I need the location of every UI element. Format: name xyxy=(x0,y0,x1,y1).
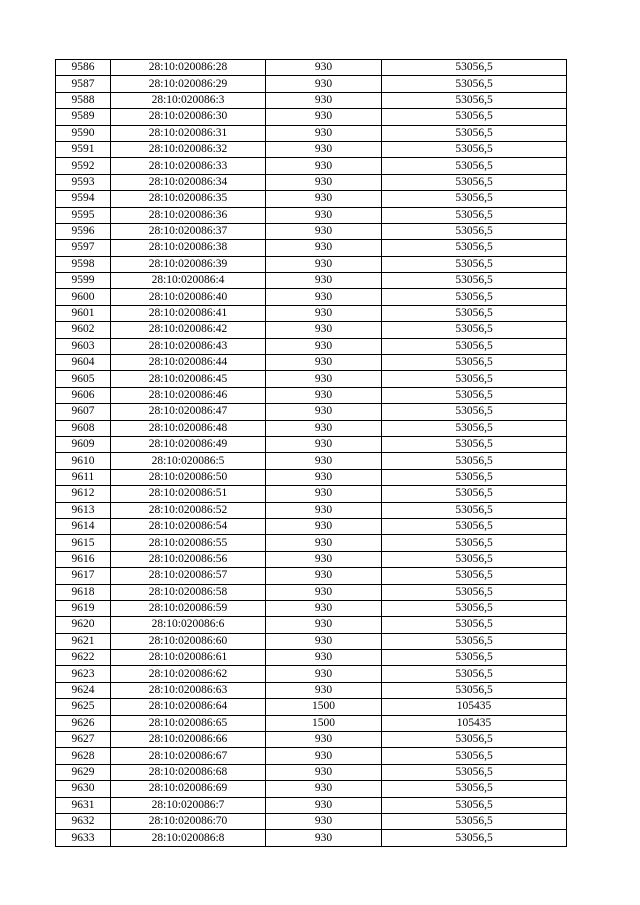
cadastral-number-cell: 28:10:020086:61 xyxy=(111,650,266,666)
table-row xyxy=(56,813,567,829)
area-cell: 930 xyxy=(266,486,382,502)
area-cell: 930 xyxy=(266,830,382,846)
row-number-cell: 9607 xyxy=(56,404,111,420)
area-cell: 1500 xyxy=(266,699,382,715)
table-row xyxy=(56,420,567,436)
area-cell: 930 xyxy=(266,813,382,829)
area-cell: 930 xyxy=(266,600,382,616)
table-row xyxy=(56,764,567,780)
area-cell: 930 xyxy=(266,650,382,666)
area-cell: 930 xyxy=(266,764,382,780)
land-plot-registry-table xyxy=(55,59,567,847)
area-cell: 930 xyxy=(266,125,382,141)
row-number-cell: 9612 xyxy=(56,486,111,502)
row-number-cell: 9603 xyxy=(56,338,111,354)
row-number-cell: 9597 xyxy=(56,240,111,256)
value-cell: 53056,5 xyxy=(382,633,567,649)
cadastral-number-cell: 28:10:020086:36 xyxy=(111,207,266,223)
cadastral-number-cell: 28:10:020086:68 xyxy=(111,764,266,780)
cadastral-number-cell: 28:10:020086:56 xyxy=(111,551,266,567)
cadastral-number-cell: 28:10:020086:33 xyxy=(111,158,266,174)
area-cell: 930 xyxy=(266,223,382,239)
area-cell: 930 xyxy=(266,322,382,338)
row-number-cell: 9592 xyxy=(56,158,111,174)
table-row xyxy=(56,518,567,534)
cadastral-number-cell: 28:10:020086:35 xyxy=(111,191,266,207)
table-row xyxy=(56,289,567,305)
row-number-cell: 9624 xyxy=(56,682,111,698)
table-row xyxy=(56,256,567,272)
area-cell: 930 xyxy=(266,371,382,387)
row-number-cell: 9606 xyxy=(56,387,111,403)
table-row xyxy=(56,453,567,469)
value-cell: 53056,5 xyxy=(382,469,567,485)
row-number-cell: 9630 xyxy=(56,781,111,797)
value-cell: 53056,5 xyxy=(382,207,567,223)
area-cell: 930 xyxy=(266,682,382,698)
table-row xyxy=(56,600,567,616)
table-row xyxy=(56,322,567,338)
value-cell: 53056,5 xyxy=(382,584,567,600)
area-cell: 1500 xyxy=(266,715,382,731)
area-cell: 930 xyxy=(266,518,382,534)
table-row xyxy=(56,92,567,108)
table-row xyxy=(56,633,567,649)
registry-table-body xyxy=(56,60,567,847)
row-number-cell: 9625 xyxy=(56,699,111,715)
table-row xyxy=(56,617,567,633)
row-number-cell: 9618 xyxy=(56,584,111,600)
row-number-cell: 9586 xyxy=(56,60,111,76)
cadastral-number-cell: 28:10:020086:42 xyxy=(111,322,266,338)
table-row xyxy=(56,207,567,223)
value-cell: 53056,5 xyxy=(382,666,567,682)
value-cell: 53056,5 xyxy=(382,60,567,76)
row-number-cell: 9588 xyxy=(56,92,111,108)
table-row xyxy=(56,650,567,666)
value-cell: 53056,5 xyxy=(382,453,567,469)
row-number-cell: 9623 xyxy=(56,666,111,682)
value-cell: 53056,5 xyxy=(382,125,567,141)
table-row xyxy=(56,748,567,764)
value-cell: 53056,5 xyxy=(382,781,567,797)
area-cell: 930 xyxy=(266,666,382,682)
table-row xyxy=(56,551,567,567)
row-number-cell: 9595 xyxy=(56,207,111,223)
cadastral-number-cell: 28:10:020086:49 xyxy=(111,436,266,452)
area-cell: 930 xyxy=(266,355,382,371)
area-cell: 930 xyxy=(266,781,382,797)
value-cell: 53056,5 xyxy=(382,732,567,748)
row-number-cell: 9626 xyxy=(56,715,111,731)
area-cell: 930 xyxy=(266,305,382,321)
table-row xyxy=(56,568,567,584)
area-cell: 930 xyxy=(266,191,382,207)
area-cell: 930 xyxy=(266,502,382,518)
table-row xyxy=(56,584,567,600)
table-row xyxy=(56,830,567,846)
cadastral-number-cell: 28:10:020086:47 xyxy=(111,404,266,420)
value-cell: 53056,5 xyxy=(382,191,567,207)
cadastral-number-cell: 28:10:020086:44 xyxy=(111,355,266,371)
table-row xyxy=(56,174,567,190)
value-cell: 53056,5 xyxy=(382,223,567,239)
value-cell: 53056,5 xyxy=(382,617,567,633)
value-cell: 53056,5 xyxy=(382,650,567,666)
value-cell: 53056,5 xyxy=(382,371,567,387)
table-row xyxy=(56,797,567,813)
value-cell: 53056,5 xyxy=(382,764,567,780)
cadastral-number-cell: 28:10:020086:7 xyxy=(111,797,266,813)
row-number-cell: 9616 xyxy=(56,551,111,567)
cadastral-number-cell: 28:10:020086:41 xyxy=(111,305,266,321)
area-cell: 930 xyxy=(266,289,382,305)
cadastral-number-cell: 28:10:020086:51 xyxy=(111,486,266,502)
value-cell: 53056,5 xyxy=(382,92,567,108)
area-cell: 930 xyxy=(266,141,382,157)
cadastral-number-cell: 28:10:020086:40 xyxy=(111,289,266,305)
area-cell: 930 xyxy=(266,273,382,289)
area-cell: 930 xyxy=(266,109,382,125)
value-cell: 53056,5 xyxy=(382,568,567,584)
cadastral-number-cell: 28:10:020086:34 xyxy=(111,174,266,190)
cadastral-number-cell: 28:10:020086:4 xyxy=(111,273,266,289)
table-row xyxy=(56,436,567,452)
value-cell: 53056,5 xyxy=(382,486,567,502)
row-number-cell: 9604 xyxy=(56,355,111,371)
cadastral-number-cell: 28:10:020086:52 xyxy=(111,502,266,518)
row-number-cell: 9610 xyxy=(56,453,111,469)
value-cell: 53056,5 xyxy=(382,109,567,125)
area-cell: 930 xyxy=(266,732,382,748)
area-cell: 930 xyxy=(266,207,382,223)
area-cell: 930 xyxy=(266,568,382,584)
area-cell: 930 xyxy=(266,174,382,190)
table-row xyxy=(56,305,567,321)
cadastral-number-cell: 28:10:020086:5 xyxy=(111,453,266,469)
cadastral-number-cell: 28:10:020086:50 xyxy=(111,469,266,485)
value-cell: 53056,5 xyxy=(382,404,567,420)
table-row xyxy=(56,486,567,502)
value-cell: 53056,5 xyxy=(382,551,567,567)
cadastral-number-cell: 28:10:020086:28 xyxy=(111,60,266,76)
value-cell: 53056,5 xyxy=(382,518,567,534)
value-cell: 53056,5 xyxy=(382,355,567,371)
row-number-cell: 9590 xyxy=(56,125,111,141)
value-cell: 53056,5 xyxy=(382,141,567,157)
value-cell: 53056,5 xyxy=(382,76,567,92)
row-number-cell: 9621 xyxy=(56,633,111,649)
area-cell: 930 xyxy=(266,633,382,649)
value-cell: 105435 xyxy=(382,699,567,715)
row-number-cell: 9629 xyxy=(56,764,111,780)
row-number-cell: 9605 xyxy=(56,371,111,387)
table-row xyxy=(56,109,567,125)
cadastral-number-cell: 28:10:020086:59 xyxy=(111,600,266,616)
row-number-cell: 9620 xyxy=(56,617,111,633)
value-cell: 53056,5 xyxy=(382,420,567,436)
cadastral-number-cell: 28:10:020086:48 xyxy=(111,420,266,436)
cadastral-number-cell: 28:10:020086:57 xyxy=(111,568,266,584)
row-number-cell: 9594 xyxy=(56,191,111,207)
table-row xyxy=(56,223,567,239)
table-row xyxy=(56,338,567,354)
value-cell: 53056,5 xyxy=(382,387,567,403)
table-row xyxy=(56,404,567,420)
row-number-cell: 9622 xyxy=(56,650,111,666)
value-cell: 53056,5 xyxy=(382,830,567,846)
value-cell: 53056,5 xyxy=(382,256,567,272)
area-cell: 930 xyxy=(266,240,382,256)
row-number-cell: 9596 xyxy=(56,223,111,239)
cadastral-number-cell: 28:10:020086:39 xyxy=(111,256,266,272)
table-row xyxy=(56,682,567,698)
row-number-cell: 9608 xyxy=(56,420,111,436)
area-cell: 930 xyxy=(266,404,382,420)
row-number-cell: 9589 xyxy=(56,109,111,125)
row-number-cell: 9613 xyxy=(56,502,111,518)
area-cell: 930 xyxy=(266,420,382,436)
row-number-cell: 9619 xyxy=(56,600,111,616)
area-cell: 930 xyxy=(266,617,382,633)
cadastral-number-cell: 28:10:020086:66 xyxy=(111,732,266,748)
area-cell: 930 xyxy=(266,158,382,174)
row-number-cell: 9631 xyxy=(56,797,111,813)
value-cell: 53056,5 xyxy=(382,174,567,190)
table-row xyxy=(56,732,567,748)
cadastral-number-cell: 28:10:020086:54 xyxy=(111,518,266,534)
cadastral-number-cell: 28:10:020086:62 xyxy=(111,666,266,682)
cadastral-number-cell: 28:10:020086:43 xyxy=(111,338,266,354)
row-number-cell: 9599 xyxy=(56,273,111,289)
value-cell: 53056,5 xyxy=(382,240,567,256)
cadastral-number-cell: 28:10:020086:45 xyxy=(111,371,266,387)
table-row xyxy=(56,699,567,715)
value-cell: 53056,5 xyxy=(382,682,567,698)
value-cell: 53056,5 xyxy=(382,502,567,518)
cadastral-number-cell: 28:10:020086:30 xyxy=(111,109,266,125)
value-cell: 53056,5 xyxy=(382,289,567,305)
row-number-cell: 9627 xyxy=(56,732,111,748)
table-row xyxy=(56,125,567,141)
row-number-cell: 9591 xyxy=(56,141,111,157)
table-row xyxy=(56,76,567,92)
row-number-cell: 9614 xyxy=(56,518,111,534)
area-cell: 930 xyxy=(266,551,382,567)
row-number-cell: 9601 xyxy=(56,305,111,321)
cadastral-number-cell: 28:10:020086:65 xyxy=(111,715,266,731)
table-row xyxy=(56,387,567,403)
table-row xyxy=(56,781,567,797)
cadastral-number-cell: 28:10:020086:37 xyxy=(111,223,266,239)
area-cell: 930 xyxy=(266,453,382,469)
cadastral-number-cell: 28:10:020086:8 xyxy=(111,830,266,846)
cadastral-number-cell: 28:10:020086:63 xyxy=(111,682,266,698)
area-cell: 930 xyxy=(266,797,382,813)
value-cell: 53056,5 xyxy=(382,338,567,354)
cadastral-number-cell: 28:10:020086:29 xyxy=(111,76,266,92)
cadastral-number-cell: 28:10:020086:32 xyxy=(111,141,266,157)
area-cell: 930 xyxy=(266,748,382,764)
cadastral-number-cell: 28:10:020086:55 xyxy=(111,535,266,551)
table-row xyxy=(56,355,567,371)
cadastral-number-cell: 28:10:020086:58 xyxy=(111,584,266,600)
table-row xyxy=(56,141,567,157)
area-cell: 930 xyxy=(266,256,382,272)
value-cell: 53056,5 xyxy=(382,600,567,616)
row-number-cell: 9600 xyxy=(56,289,111,305)
cadastral-number-cell: 28:10:020086:46 xyxy=(111,387,266,403)
value-cell: 53056,5 xyxy=(382,305,567,321)
area-cell: 930 xyxy=(266,338,382,354)
row-number-cell: 9602 xyxy=(56,322,111,338)
cadastral-number-cell: 28:10:020086:69 xyxy=(111,781,266,797)
row-number-cell: 9615 xyxy=(56,535,111,551)
cadastral-number-cell: 28:10:020086:3 xyxy=(111,92,266,108)
cadastral-number-cell: 28:10:020086:6 xyxy=(111,617,266,633)
value-cell: 53056,5 xyxy=(382,797,567,813)
row-number-cell: 9628 xyxy=(56,748,111,764)
area-cell: 930 xyxy=(266,76,382,92)
row-number-cell: 9598 xyxy=(56,256,111,272)
area-cell: 930 xyxy=(266,469,382,485)
table-row xyxy=(56,371,567,387)
cadastral-number-cell: 28:10:020086:70 xyxy=(111,813,266,829)
table-row xyxy=(56,240,567,256)
area-cell: 930 xyxy=(266,436,382,452)
area-cell: 930 xyxy=(266,387,382,403)
cadastral-number-cell: 28:10:020086:31 xyxy=(111,125,266,141)
row-number-cell: 9632 xyxy=(56,813,111,829)
value-cell: 53056,5 xyxy=(382,436,567,452)
table-row xyxy=(56,666,567,682)
row-number-cell: 9593 xyxy=(56,174,111,190)
table-row xyxy=(56,158,567,174)
area-cell: 930 xyxy=(266,60,382,76)
value-cell: 105435 xyxy=(382,715,567,731)
value-cell: 53056,5 xyxy=(382,273,567,289)
table-row xyxy=(56,502,567,518)
row-number-cell: 9611 xyxy=(56,469,111,485)
table-row xyxy=(56,191,567,207)
value-cell: 53056,5 xyxy=(382,535,567,551)
area-cell: 930 xyxy=(266,584,382,600)
table-row xyxy=(56,535,567,551)
row-number-cell: 9617 xyxy=(56,568,111,584)
row-number-cell: 9609 xyxy=(56,436,111,452)
table-row xyxy=(56,60,567,76)
cadastral-number-cell: 28:10:020086:38 xyxy=(111,240,266,256)
row-number-cell: 9633 xyxy=(56,830,111,846)
cadastral-number-cell: 28:10:020086:64 xyxy=(111,699,266,715)
value-cell: 53056,5 xyxy=(382,813,567,829)
table-row xyxy=(56,469,567,485)
row-number-cell: 9587 xyxy=(56,76,111,92)
table-row xyxy=(56,273,567,289)
cadastral-number-cell: 28:10:020086:60 xyxy=(111,633,266,649)
value-cell: 53056,5 xyxy=(382,322,567,338)
value-cell: 53056,5 xyxy=(382,748,567,764)
cadastral-number-cell: 28:10:020086:67 xyxy=(111,748,266,764)
area-cell: 930 xyxy=(266,535,382,551)
table-row xyxy=(56,715,567,731)
value-cell: 53056,5 xyxy=(382,158,567,174)
area-cell: 930 xyxy=(266,92,382,108)
